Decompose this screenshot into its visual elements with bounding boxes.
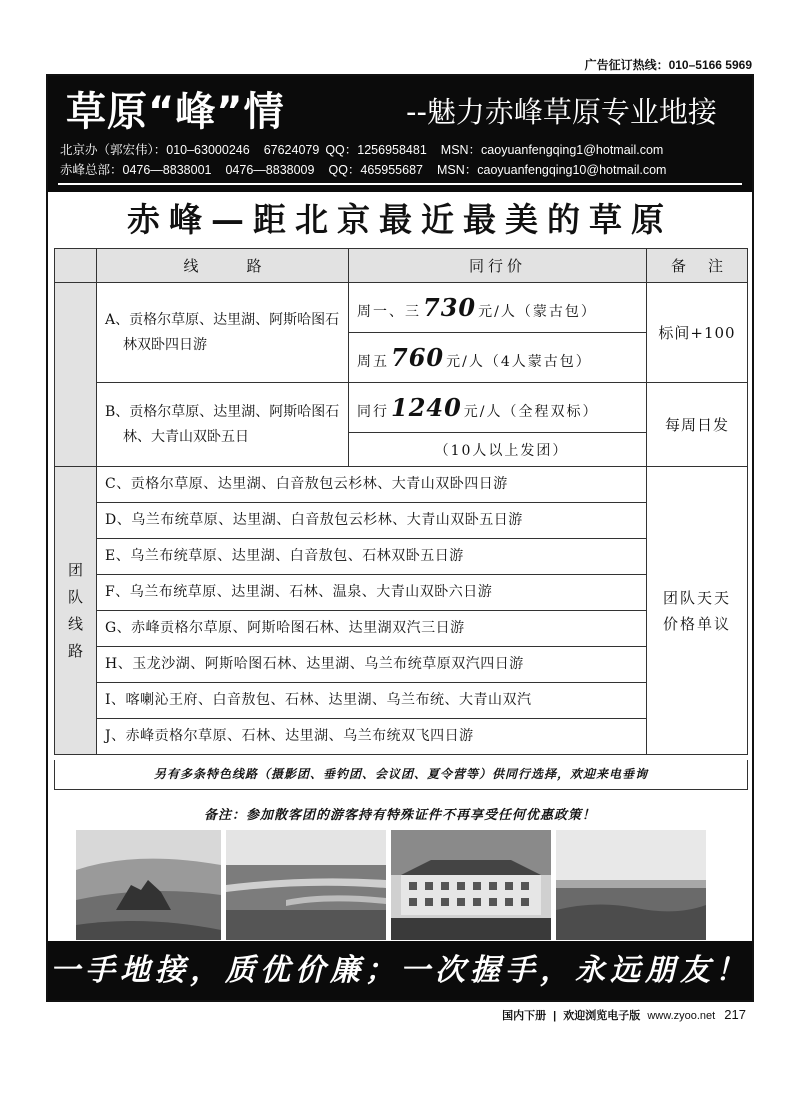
extra-routes-line: 另有多条特色线路（摄影团、垂钓团、会议团、夏令营等）供同行选择，欢迎来电垂询	[54, 760, 748, 790]
header-corner	[55, 249, 97, 283]
route-a-note: 标间+100	[647, 283, 748, 383]
price-unit: 元/人（全程双标）	[463, 404, 599, 420]
chifeng-msn: MSN：caoyuanfengqing10@hotmail.com	[436, 163, 667, 177]
price-value: 730	[423, 293, 477, 322]
route-b-price-2: （10人以上发团）	[349, 433, 647, 467]
price-value: 1240	[391, 393, 462, 422]
chifeng-phone2: 0476—8838009	[225, 163, 315, 177]
price-label: 周五	[357, 354, 389, 370]
river-meadow-photo	[226, 830, 386, 940]
footer-slogan: 一手地接，质优价廉；一次握手，永远朋友！	[48, 941, 752, 1000]
route-e: E、乌兰布统草原、达里湖、白音敖包、石林双卧五日游	[97, 539, 647, 575]
table-row	[55, 683, 748, 719]
header-note: 备注	[647, 249, 748, 283]
price-unit: 元/人（4人蒙古包）	[446, 354, 592, 370]
beijing-qq: QQ：1256958481	[325, 143, 427, 157]
beijing-contact	[60, 140, 677, 158]
table-row	[55, 719, 748, 755]
route-g: G、赤峰贡格尔草原、阿斯哈图石林、达里湖双汽三日游	[97, 611, 647, 647]
page-footer	[502, 1007, 746, 1023]
wetland-photo	[556, 830, 706, 940]
ad-frame	[46, 74, 754, 1002]
route-c: C、贡格尔草原、达里湖、白音敖包云杉林、大青山双卧四日游	[97, 467, 647, 503]
group-note-text: 团队天天价格单议	[662, 588, 731, 633]
main-slogan: 赤峰—距北京最近最美的草原	[127, 200, 673, 239]
header-route: 线路	[97, 249, 349, 283]
route-f: F、乌兰布统草原、达里湖、石林、温泉、大青山双卧六日游	[97, 575, 647, 611]
price-value: 760	[391, 343, 445, 372]
price-label: 周一、三	[357, 304, 421, 320]
chifeng-qq: QQ：465955687	[328, 163, 423, 177]
header-price: 同行价	[349, 249, 647, 283]
chifeng-contact	[60, 160, 680, 178]
hotel-building-photo	[391, 830, 551, 940]
table-row	[55, 575, 748, 611]
header-divider	[58, 183, 742, 185]
route-i: I、喀喇沁王府、白音敖包、石林、达里湖、乌兰布统、大青山双汽	[97, 683, 647, 719]
page-number: 217	[724, 1007, 746, 1022]
route-h: H、玉龙沙湖、阿斯哈图石林、达里湖、乌兰布统草原双汽四日游	[97, 647, 647, 683]
table-row	[55, 467, 748, 503]
table-row	[55, 611, 748, 647]
table-row	[55, 647, 748, 683]
beijing-msn: MSN：caoyuanfengqing1@hotmail.com	[440, 143, 664, 157]
brand-title: 草原“峰”情	[66, 89, 285, 135]
table-row	[55, 503, 748, 539]
photo-strip	[76, 830, 726, 940]
price-label: 同行	[357, 404, 389, 420]
grassland-rock-photo	[76, 830, 221, 940]
footer-promo: 欢迎浏览电子版	[563, 1010, 641, 1022]
route-price-table	[54, 248, 748, 755]
route-d: D、乌兰布统草原、达里湖、白音敖包云杉林、大青山双卧五日游	[97, 503, 647, 539]
footer-section: 国内下册	[502, 1010, 547, 1022]
side-label-cell	[55, 467, 97, 755]
table-header-row	[55, 249, 748, 283]
route-b: B、贡格尔草原、达里湖、阿斯哈图石林、大青山双卧五日	[97, 383, 349, 467]
brand-subtitle: --魅力赤峰草原专业地接	[406, 95, 717, 129]
remark-line: 备注：参加散客团的游客持有特殊证件不再享受任何优惠政策！	[203, 808, 596, 823]
footer-separator: |	[553, 1010, 557, 1022]
group-note	[647, 467, 748, 755]
route-b-price-1	[349, 383, 647, 433]
route-a-price-1	[349, 283, 647, 333]
footer-site[interactable]: www.zyoo.net	[647, 1010, 716, 1022]
route-a: A、贡格尔草原、达里湖、阿斯哈图石林双卧四日游	[97, 283, 349, 383]
route-a-price-2	[349, 333, 647, 383]
ad-hotline: 广告征订热线：010–5166 5969	[584, 58, 752, 72]
beijing-office: 北京办（郭宏伟）：010–63000246	[60, 143, 250, 157]
route-j: J、赤峰贡格尔草原、石林、达里湖、乌兰布统双飞四日游	[97, 719, 647, 755]
side-blank	[55, 283, 97, 467]
table-row	[55, 283, 748, 333]
price-unit: 元/人（蒙古包）	[478, 304, 597, 320]
header-band	[48, 76, 752, 192]
table-row	[55, 539, 748, 575]
table-row	[55, 383, 748, 433]
route-b-note: 每周日发	[647, 383, 748, 467]
side-label: 团队线路	[67, 560, 83, 660]
chifeng-office: 赤峰总部：0476—8838001	[60, 163, 212, 177]
beijing-phone2: 67624079	[263, 143, 320, 157]
